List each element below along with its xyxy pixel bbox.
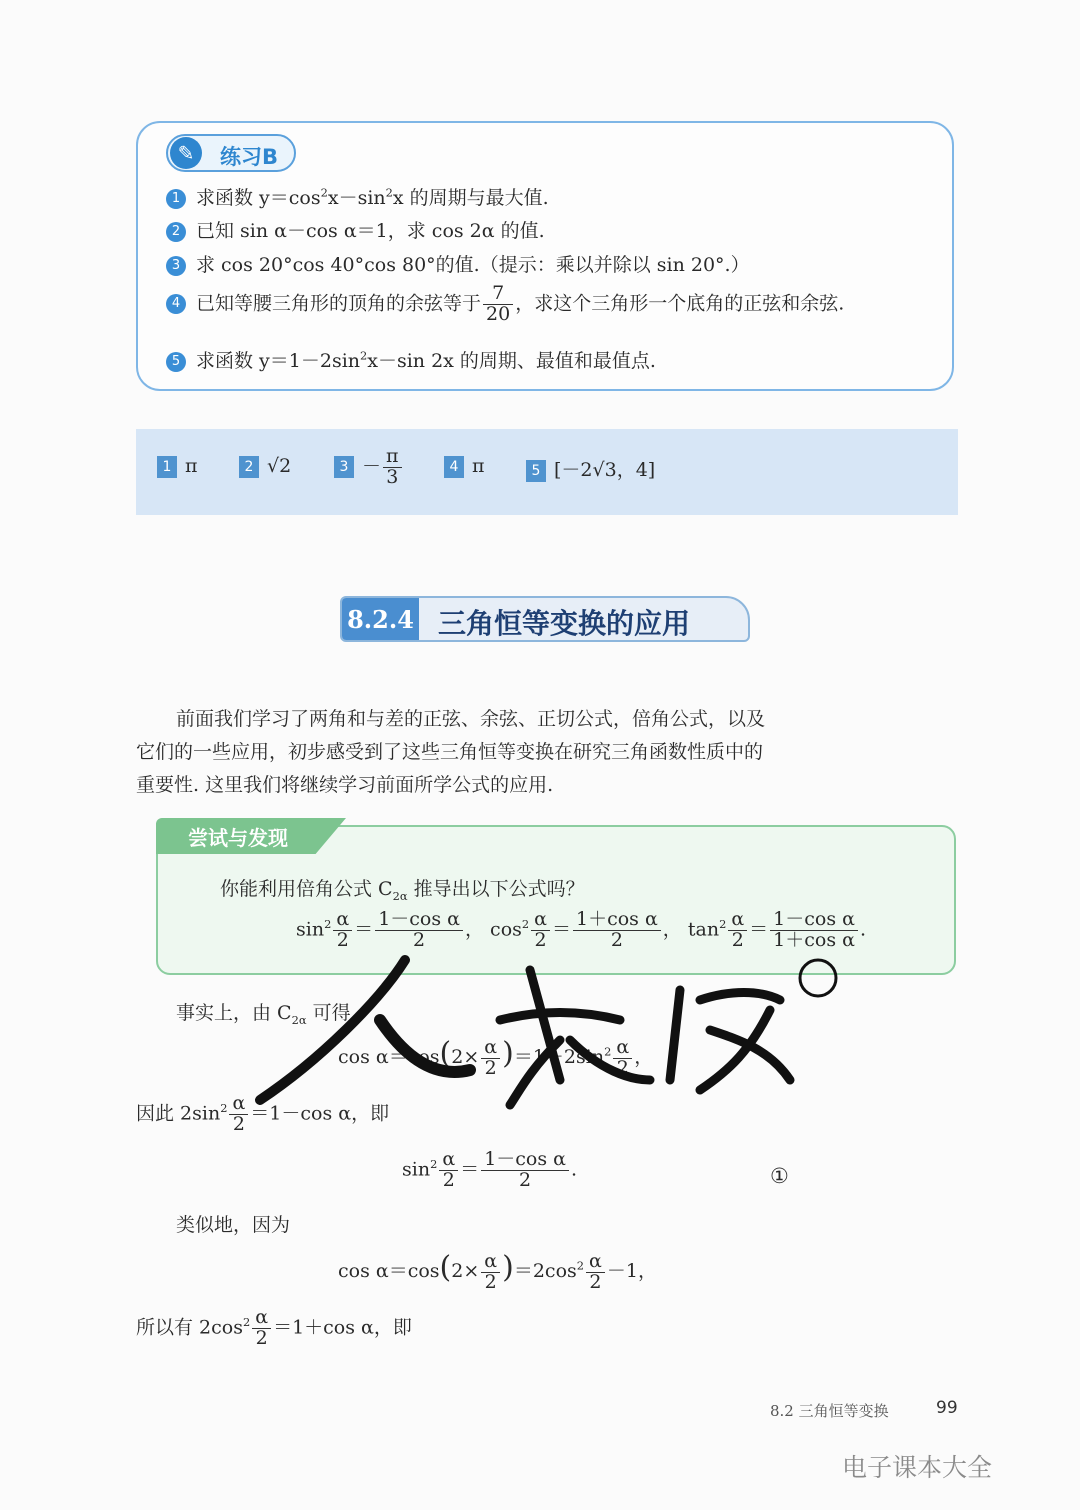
question-number: 2 xyxy=(166,222,186,242)
intro-line-2: 它们的一些应用，初步感受到了这些三角恒等变换在研究三角函数性质中的 xyxy=(136,741,764,763)
equation-label: ① xyxy=(770,1164,789,1188)
answer-1: 1 π xyxy=(157,455,198,478)
intro-line-3: 重要性. 这里我们将继续学习前面所学公式的应用. xyxy=(136,774,554,796)
try-discover-label: 尝试与发现 xyxy=(188,826,288,850)
equation-3: cos α＝cos(2× $\frac{\alpha}{2}$ )$=2\cos^2$ $\frac{\alpha}{2}$ －1， xyxy=(338,1249,657,1293)
fraction: $\frac{\pi}{3}$ xyxy=(383,447,402,488)
intro-line-1: 前面我们学习了两角和与差的正弦、余弦、正切公式，倍角公式，以及 xyxy=(176,708,766,730)
answer-3: 3 － $\frac{\pi}{3}$ xyxy=(334,447,404,488)
therefore-line: 因此 $2\sin^2$ $\frac{\alpha}{2}$ ＝1－cos α，即 xyxy=(136,1092,390,1135)
fact-line: 事实上，由 $C_{2\alpha}$ 可得 xyxy=(176,1002,351,1027)
equation-2: $\sin^2$ $\frac{\alpha}{2}$ ＝ $\frac{\text{1－cos α}}{2}$ . xyxy=(402,1148,578,1191)
question-2: 2 已知 sin α－cos α＝1，求 cos 2α 的值. xyxy=(166,216,545,243)
sothat-line: 所以有 $2\cos^2$ $\frac{\alpha}{2}$ ＝1＋cos α，即 xyxy=(136,1306,412,1349)
similarly-line: 类似地，因为 xyxy=(176,1214,291,1236)
pencil-icon: ✎ xyxy=(170,137,202,169)
page-number: 99 xyxy=(936,1398,958,1418)
section-number: 8.2.4 xyxy=(342,598,419,642)
publisher-watermark xyxy=(230,930,850,1130)
footer-section: 8.2 三角恒等变换 xyxy=(770,1402,889,1420)
question-3: 3 求 cos 20°cos 40°cos 80°的值.（提示：乘以并除以 sin 20°.） xyxy=(166,250,750,277)
wechat-watermark: 电子课本大全 xyxy=(842,1453,993,1482)
section-heading xyxy=(340,596,750,642)
equation-1: cos α＝cos(2× $\frac{\alpha}{2}$ )$=1-2\sin^2$ $\frac{\alpha}{2}$ ， xyxy=(338,1035,654,1079)
answer-2: 2 √2 xyxy=(239,455,291,478)
question-number: 4 xyxy=(166,294,186,314)
try-question: 你能利用倍角公式 $C_{2\alpha}$ 推导出以下公式吗？ xyxy=(220,878,585,903)
question-4: 4 已知等腰三角形的顶角的余弦等于 $\frac{7}{20}$ ，求这个三角形一个底角的正弦和余弦. xyxy=(166,284,844,325)
question-1: 1 求函数 $y=\cos^2x-\sin^2x$ 的周期与最大值. xyxy=(166,183,549,210)
section-title: 三角恒等变换的应用 xyxy=(438,607,691,640)
practice-title: 练习B xyxy=(220,145,279,169)
fraction: $\frac{7}{20}$ xyxy=(483,284,513,325)
practice-tab xyxy=(166,134,296,172)
question-number: 3 xyxy=(166,256,186,276)
answer-5: 5 [－2√3，4] xyxy=(526,455,655,482)
question-5: 5 求函数 $y=1-2\sin^2x-\sin$ 2x 的周期、最值和最值点. xyxy=(166,346,656,373)
question-number: 1 xyxy=(166,189,186,209)
question-number: 5 xyxy=(166,352,186,372)
half-angle-formulas: $\sin^2$ $\frac{\alpha}{2}$ ＝ $\frac{\text{1－cos α}}{2}$ ， $\cos^2$ $\frac{\alpha}{2}$ ＝ $\frac{\text{1＋cos α}}{2}$ ， $\tan^2$ $\frac{\alpha}{2}$ ＝ $\frac{\text{1－cos α}}{\text{1＋cos α}}$ . xyxy=(296,908,867,951)
answer-4: 4 π xyxy=(444,455,485,478)
